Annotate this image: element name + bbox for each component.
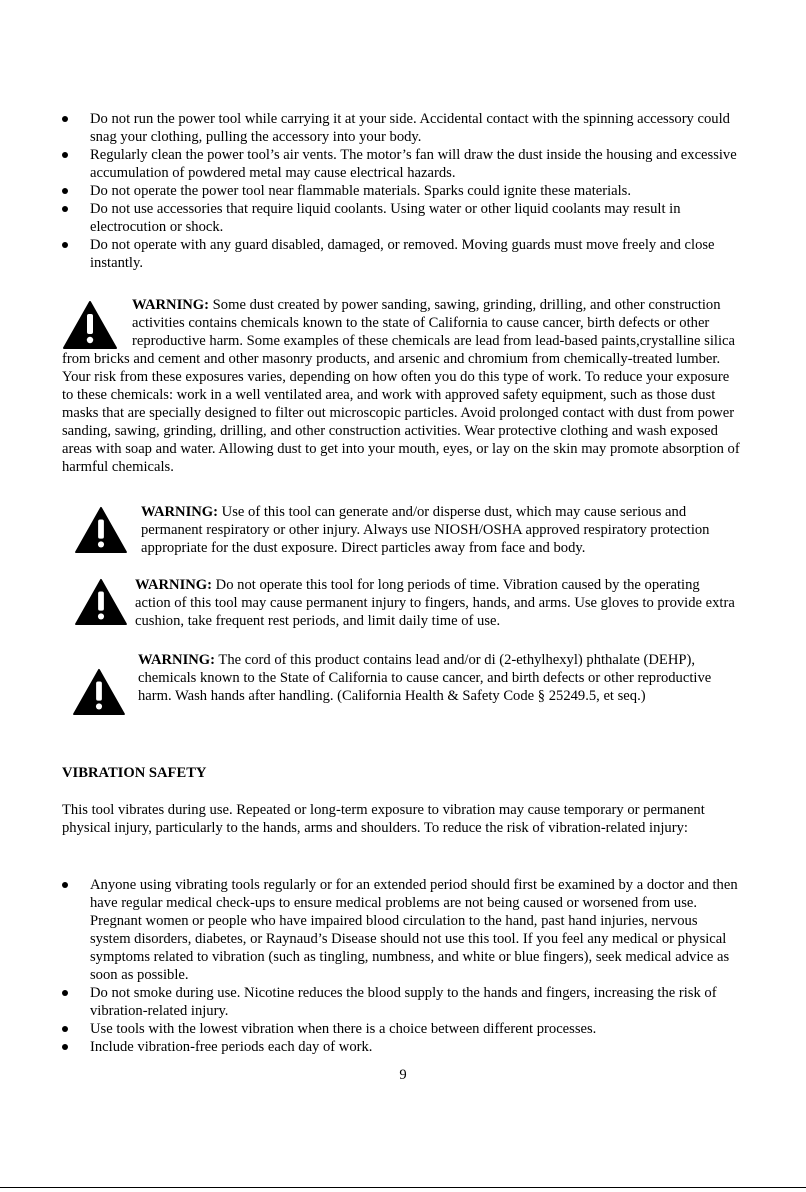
warning-cord-lead	[138, 651, 738, 705]
warning-body: Use of this tool can generate and/or disperse dust, which may cause serious and permanent respiratory or other injury. Always use NIOSH/OSHA approved respiratory protection appropriate for the dust exposure. Direct particles away from face and body.	[141, 504, 710, 556]
list-item: Include vibration-free periods each day of work.	[62, 1038, 740, 1056]
warning-label: WARNING:	[138, 652, 216, 668]
list-item: Use tools with the lowest vibration when there is a choice between different processes.	[62, 1020, 740, 1038]
warning-body: Some dust created by power sanding, sawing, grinding, drilling, and other construction activities contains chemicals known to the state of California to cause cancer, birth defects or other reproductive harm. Some examples of these chemicals are lead from lead-based paints,crystalline silica from bricks and cement and other masonry products, and arsenic and chromium from chemically-treated lumber. Your risk from these exposures varies, depending on how often you do this type of work. To reduce your exposure to these chemicals: work in a well ventilated area, and work with approved safety equipment, such as those dust masks that are specially designed to filter out microscopic particles. Avoid prolonged contact with dust from power sanding, sawing, grinding, drilling, and other construction activities. Wear protective clothing and wash exposed areas with soap and water. Allowing dust to get into your mouth, eyes, or lay on the skin may promote absorption of harmful chemicals.	[62, 297, 740, 475]
warning-label: WARNING:	[135, 577, 213, 593]
page-number: 9	[399, 1067, 407, 1083]
warning-label: WARNING:	[141, 504, 219, 520]
section-intro: This tool vibrates during use. Repeated or long-term exposure to vibration may cause temporary or permanent physical injury, particularly to the hands, arms and shoulders. To reduce the risk of vibration-related injury:	[62, 802, 705, 836]
warning-label: WARNING:	[132, 297, 210, 313]
warning-dust-chemicals	[62, 296, 742, 476]
vibration-bullet-list	[62, 876, 740, 1056]
list-item: Do not use accessories that require liquid coolants. Using water or other liquid coolants may result in electrocution or shock.	[62, 200, 740, 236]
warning-triangle-icon	[74, 506, 128, 554]
bottom-divider	[0, 1187, 806, 1188]
list-item: Do not smoke during use. Nicotine reduces the blood supply to the hands and fingers, increasing the risk of vibration-related injury.	[62, 984, 740, 1020]
safety-bullet-list-top	[62, 110, 740, 272]
list-item: Anyone using vibrating tools regularly or for an extended period should first be examined by a doctor and then have regular medical check-ups to ensure medical problems are not being caused or worsened from use. Pregnant women or people who have impaired blood circulation to the hand, past hand injuries, nervous system disorders, diabetes, or Raynaud’s Disease should not use this tool. If you feel any medical or physical symptoms related to vibration (such as tingling, numbness, and white or blue fingers), seek medical advice as soon as possible.	[62, 876, 740, 984]
list-item: Do not operate with any guard disabled, damaged, or removed. Moving guards must move freely and close instantly.	[62, 236, 740, 272]
warning-triangle-icon	[74, 578, 128, 626]
warning-respiratory	[141, 503, 741, 557]
warning-body: The cord of this product contains lead and/or di (2-ethylhexyl) phthalate (DEHP), chemicals known to the State of California to cause cancer, and birth defects or other reproductive harm. Wash hands after handling. (California Health & Safety Code § 25249.5, et seq.)	[138, 652, 712, 704]
warning-body: Do not operate this tool for long periods of time. Vibration caused by the operating action of this tool may cause permanent injury to fingers, hands, and arms. Use gloves to provide extra cushion, take frequent rest periods, and limit daily time of use.	[135, 577, 735, 629]
list-item: Regularly clean the power tool’s air vents. The motor’s fan will draw the dust inside the housing and excessive accumulation of powdered metal may cause electrical hazards.	[62, 146, 740, 182]
warning-vibration-duration	[135, 576, 735, 630]
section-heading: VIBRATION SAFETY	[62, 765, 207, 781]
warning-triangle-icon	[72, 668, 126, 716]
list-item: Do not operate the power tool near flammable materials. Sparks could ignite these materials.	[62, 182, 740, 200]
list-item: Do not run the power tool while carrying it at your side. Accidental contact with the spinning accessory could snag your clothing, pulling the accessory into your body.	[62, 110, 740, 146]
